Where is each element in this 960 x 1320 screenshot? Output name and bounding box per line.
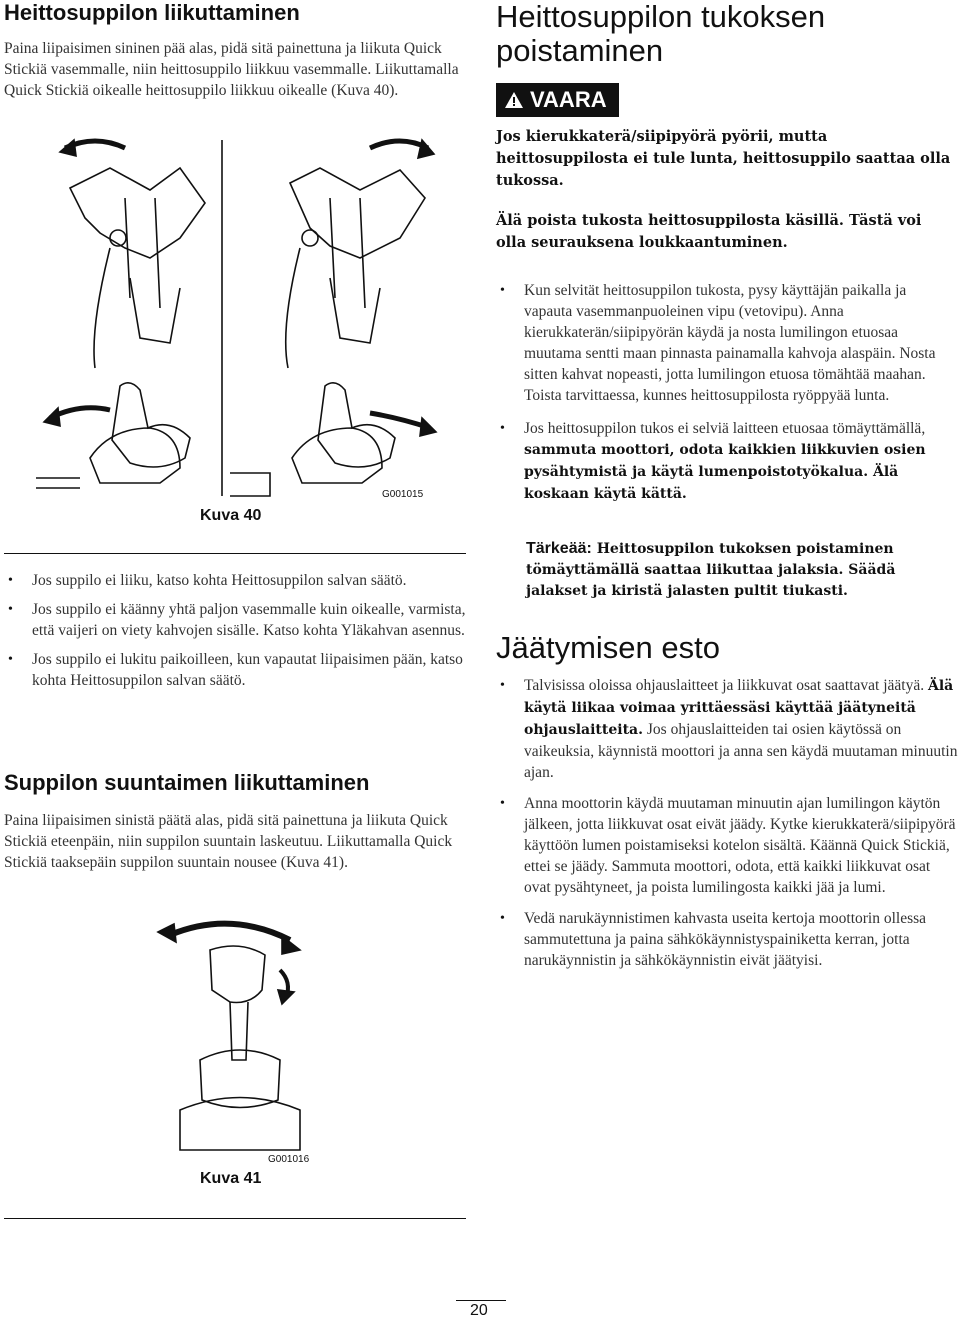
deflector-paragraph: Paina liipaisimen sinistä päätä alas, pidä sitä painettuna ja liikuta Quick Stickiä eteenpäin, niin suppilon suuntain laskeutuu. Liikuttamalla Quick Stickiä taaksepäin suppilon suuntain nousee (Kuva 41). <box>4 812 453 871</box>
section-heading-clearing-clog <box>496 0 825 68</box>
figure-41-code: G001016 <box>268 1154 310 1165</box>
list-item: • Jos suppilo ei lukitu paikoilleen, kun vapautat liipaisimen pään, katso kohta Heittosuppilon salvan säätö. <box>6 649 466 691</box>
warning-text-1: Jos kierukkaterä/siipipyörä pyörii, mutta heittosuppilosta ei tule lunta, heittosuppilo saattaa olla tukossa. <box>496 128 951 189</box>
warning-label: VAARA <box>530 87 607 112</box>
list-item-rest: Jos ohjauslaitteiden tai osien käytössä on vaikeuksia, käynnistä moottori ja anna sen käydä muutaman minuutin ajan. <box>524 721 958 781</box>
important-label: Tärkeää: <box>526 540 592 557</box>
list-item-bold: Älä käytä liikaa voimaa yrittäessäsi käyttää jäätyneitä ohjauslaitteita. <box>524 678 954 738</box>
list-item: • Kun selvität heittosuppilon tukosta, pysy käyttäjän paikalla ja vapauta vasemmanpuoleinen vipu (vetovipu). Anna kierukkaterän/siipipyörän käydä ja nosta lumilingon etuosaa muutama sentti maan pinnasta painamalla kahvoja alaspäin. Nosta sitten kahvat nopeasti, jotta lumilingon etuosa tömähtää maahan. Toista tarvittaessa, kunnes heittosuppilosta ryöppyää lunta. <box>498 280 958 406</box>
heading-line-2: poistaminen <box>496 33 664 68</box>
freeze-bullets <box>498 675 958 971</box>
list-item: • Anna moottorin käydä muutaman minuutin ajan lumilingon käytön jälkeen, jotta liikkuvat osat eivät jäädy. Kytke kierukkaterä/siipipyörä käyttöön lumen poistamiseksi kotelon sisältä. Käännä Quick Stickiä, ettei se jäädy. Sammuta moottori, odota, että kaikki liikkuvat osat ovat pysähtyneet, ja poista lumilingosta kaikki jää ja lumi. <box>498 793 958 898</box>
section-heading-deflector: Suppilon suuntaimen liikuttaminen <box>4 770 370 795</box>
warning-triangle-icon <box>504 91 524 109</box>
important-note <box>526 538 946 602</box>
figure-41-illustration <box>150 910 310 1160</box>
footer-rule <box>456 1300 506 1301</box>
list-item: • Jos suppilo ei liiku, katso kohta Heittosuppilon salvan säätö. <box>6 570 466 591</box>
chute-troubleshooting-list <box>6 570 466 691</box>
list-item: • Vedä narukäynnistimen kahvasta useita kertoja moottorin ollessa sammutettuna ja paina sähkökäynnistyspainiketta kerran, jotta narukäynnistin ja sähkökäynnistin eivät jäätyisi. <box>498 908 958 971</box>
figure-41-caption: Kuva 41 <box>200 1170 262 1187</box>
section-heading-chute-rotation: Heittosuppilon liikuttaminen <box>4 0 300 25</box>
figure-40-code: G001015 <box>382 489 424 500</box>
important-text: Heittosuppilon tukoksen poistaminen tömäyttämällä saattaa liikuttaa jalaksia. Säädä jalakset ja kiristä jalasten pultit tiukasti. <box>526 541 896 599</box>
list-item <box>498 418 958 505</box>
list-item: • Jos suppilo ei käänny yhtä paljon vasemmalle kuin oikealle, varmista, että vaijeri on viety kahvojen sisälle. Katso kohta Yläkahvan asennus. <box>6 599 466 641</box>
section-heading-freeze: Jäätymisen esto <box>496 630 720 665</box>
page-number: 20 <box>470 1302 488 1319</box>
list-item <box>498 675 958 783</box>
heading-line-1: Heittosuppilon tukoksen <box>496 0 826 34</box>
list-item-bold: sammuta moottori, odota kaikkien liikkuvien osien pysähtymistä ja käytä lumenpoistotyökalua. Älä koskaan käytä kättä. <box>524 442 926 502</box>
chute-rotation-paragraph: Paina liipaisimen sininen pää alas, pidä sitä painettuna ja liikuta Quick Stickiä vasemmalle, niin heittosuppilo liikkuu vasemmalle. Liikuttamalla Quick Stickiä oikealle heittosuppilo liikkuu oikealle (Kuva 40). <box>4 40 459 99</box>
warning-text-2: Älä poista tukosta heittosuppilosta käsillä. Tästä voi olla seurauksena loukkaantuminen. <box>496 212 922 251</box>
figure-41-rule <box>4 1218 466 1219</box>
figure-40-illustration <box>30 128 460 508</box>
figure-40-rule <box>4 553 466 554</box>
warning-badge <box>496 83 619 117</box>
clog-bullets <box>498 280 958 505</box>
figure-40-caption: Kuva 40 <box>200 507 262 524</box>
list-item-plain: Jos heittosuppilon tukos ei selviä laitteen etuosaa tömäyttämällä, <box>524 420 926 437</box>
list-item-plain: Talvisissa oloissa ohjauslaitteet ja liikkuvat osat saattavat jäätyä. <box>524 677 925 694</box>
